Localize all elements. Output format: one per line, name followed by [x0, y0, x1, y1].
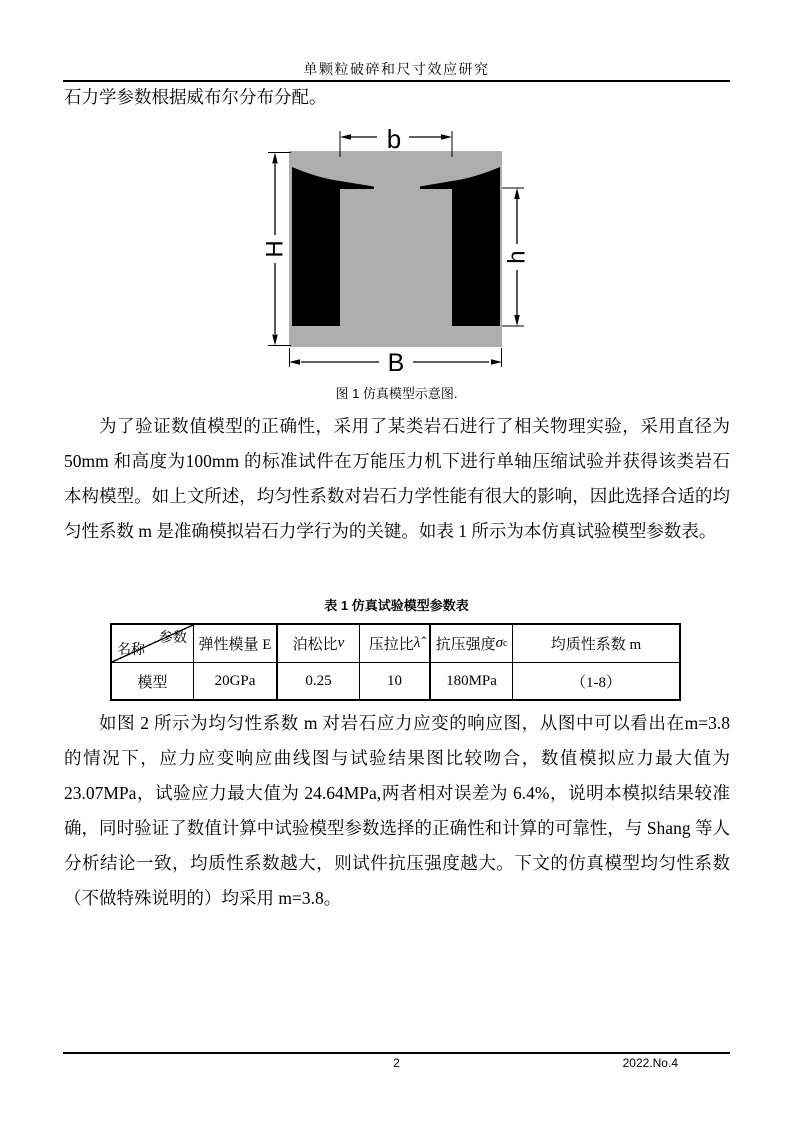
- table-header-elastic-modulus: 弹性模量 E: [194, 625, 278, 663]
- dimension-label-h: h: [503, 250, 531, 264]
- table-value-homogeneity-coefficient: （1-8）: [571, 674, 621, 691]
- corner-label-name: 名称: [117, 643, 145, 658]
- dimension-label-H: H: [261, 240, 289, 258]
- table-corner-cell: [112, 625, 194, 663]
- table-header-homogeneity-coefficient: 均质性系数 m: [513, 625, 679, 663]
- table-caption: 表 1 仿真试验模型参数表: [324, 598, 469, 613]
- header-rule: [63, 80, 730, 82]
- paragraph-2: 如图 2 所示为均匀性系数 m 对岩石应力应变的响应图，从图中可以看出在m=3.8 的情况下，应力应变响应曲线图与试验结果图比较吻合，数值模拟应力最大值为 23.07MPa，试验应力最大值为 24.64MPa,两者相对误差为 6.4%，说明本模拟结果较准确，同时验证了数值计算中试验模型参数选择的正确性和计算的可靠性，与 Shang 等人分析结论一致，均质性系数越大，则试件抗压强度越大。下文的仿真模型均匀性系数（不做特殊说明的）均采用 m=3.8。: [64, 713, 730, 908]
- table-header-poisson-ratio: 泊松比 ν: [278, 625, 360, 663]
- table-header-compression-tension-ratio: 压拉比 λ̂: [360, 625, 431, 663]
- page-number: 2: [393, 1056, 400, 1070]
- footer-issue: 2022.No.4: [622, 1056, 678, 1070]
- footer-rule: [63, 1052, 730, 1054]
- left-platen-shape: [292, 167, 340, 326]
- table-row-label: 模型: [112, 663, 194, 699]
- running-header-title: 单颗粒破碎和尺寸效应研究: [303, 63, 490, 78]
- figure-caption: 图 1 仿真模型示意图.: [335, 386, 458, 401]
- parameters-table: [110, 623, 681, 701]
- table-value-compressive-strength: 180MPa: [431, 663, 513, 699]
- intro-text: 石力学参数根据威布尔分布分配。: [64, 87, 327, 107]
- paragraph-1: 为了验证数值模型的正确性，采用了某类岩石进行了相关物理实验，采用直径为50mm 和高度为100mm 的标准试件在万能压力机下进行单轴压缩试验并获得该类岩石本构模型。如上文所述，均匀性系数对岩石力学性能有很大的影响，因此选择合适的均匀性系数 m 是准确模拟岩石力学行为的关键。如表 1 所示为本仿真试验模型参数表。: [64, 416, 730, 541]
- figure-1-diagram: [250, 118, 540, 376]
- table-value-elastic-modulus: 20GPa: [194, 663, 278, 699]
- table-value-poisson-ratio: 0.25: [278, 663, 360, 699]
- dimension-label-b: b: [386, 124, 402, 154]
- dimension-label-B: B: [387, 349, 405, 376]
- table-value-compression-tension-ratio: 10: [360, 663, 431, 699]
- table-header-compressive-strength: 抗压强度 σ c: [431, 625, 513, 663]
- corner-label-parameter: 参数: [159, 631, 187, 646]
- right-platen-shape: [452, 167, 500, 326]
